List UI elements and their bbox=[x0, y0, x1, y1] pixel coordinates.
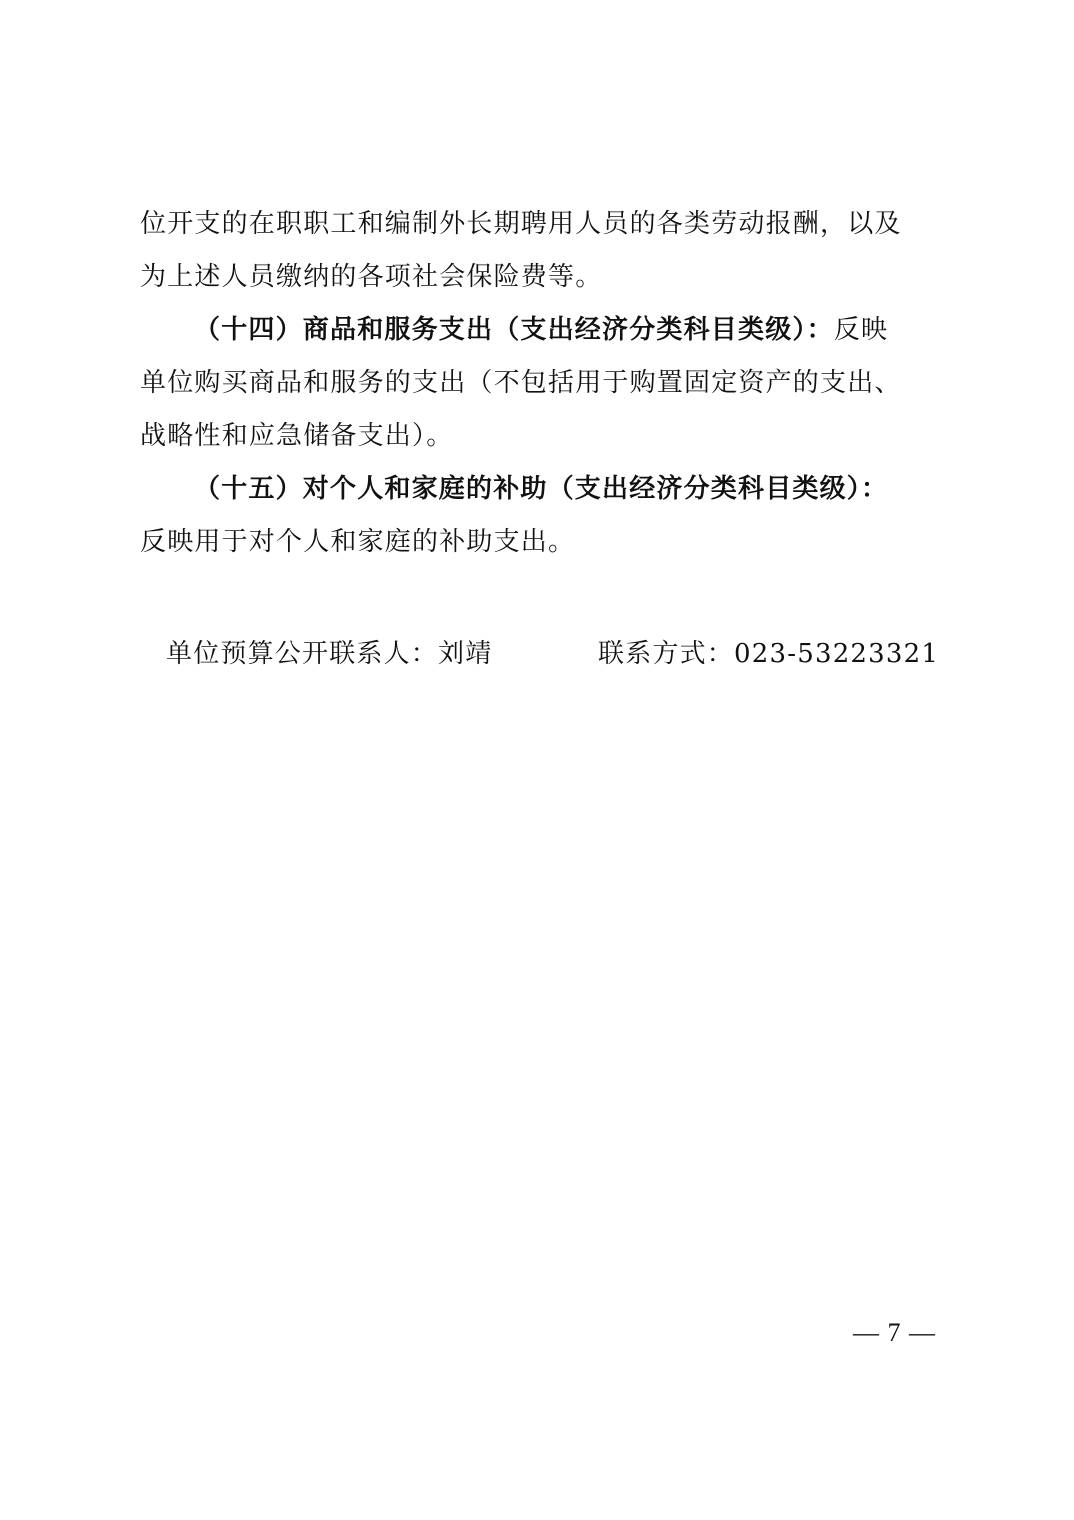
paragraph-household-subsidy bbox=[140, 463, 940, 569]
paragraph-continuation bbox=[140, 198, 940, 304]
text-line: 为上述人员缴纳的各项社会保险费等。 bbox=[140, 262, 603, 292]
text-line: 反映用于对个人和家庭的补助支出。 bbox=[140, 527, 576, 557]
page-number: — 7 — bbox=[853, 1318, 936, 1347]
text-line: 位开支的在职职工和编制外长期聘用人员的各类劳动报酬，以及 bbox=[140, 209, 902, 239]
text-line: 单位购买商品和服务的支出（不包括用于购置固定资产的支出、 bbox=[140, 368, 902, 398]
text-line bbox=[140, 463, 940, 516]
contact-phone: 联系方式：023-53223321 bbox=[598, 639, 940, 669]
text-line bbox=[140, 304, 940, 357]
contact-person: 单位预算公开联系人：刘靖 bbox=[166, 639, 493, 669]
text-fragment: 反映 bbox=[833, 315, 889, 345]
body-text bbox=[140, 198, 940, 569]
section-heading: （十五）对个人和家庭的补助（支出经济分类科目类级）： bbox=[194, 474, 889, 504]
contact-info bbox=[166, 628, 966, 681]
paragraph-goods-services bbox=[140, 304, 940, 463]
section-heading: （十四）商品和服务支出（支出经济分类科目类级）： bbox=[194, 315, 834, 345]
text-line: 战略性和应急储备支出）。 bbox=[140, 421, 454, 451]
